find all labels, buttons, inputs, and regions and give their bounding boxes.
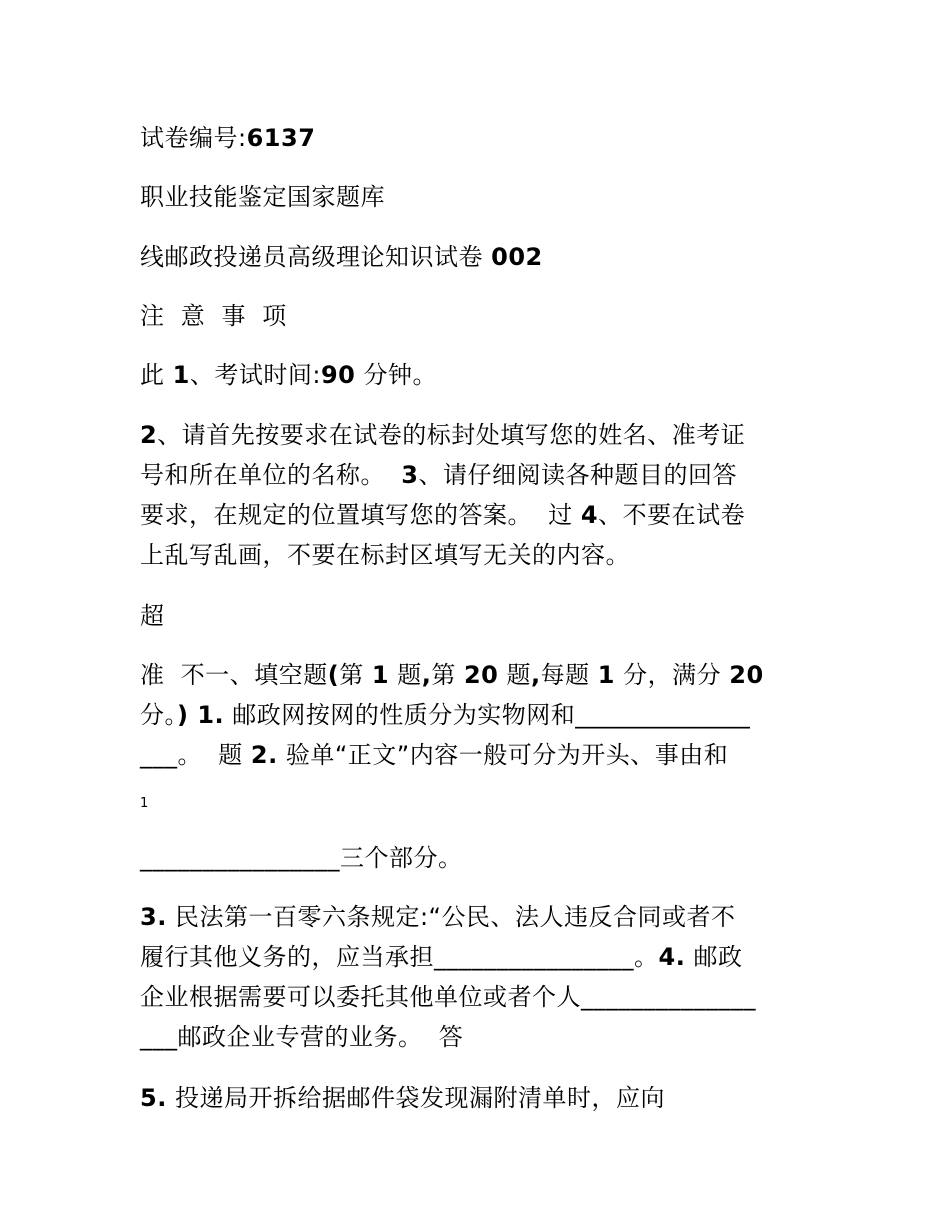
paper-title-text: 线邮政投递员高级理论知识试卷 (140, 243, 492, 271)
note-2-line-1 (140, 415, 745, 455)
section-paren-close: ) (177, 701, 189, 729)
question-3-line-2 (140, 937, 742, 977)
section-heading-line-2 (140, 695, 750, 735)
paper-title (140, 237, 543, 277)
margin-character: 超 (140, 602, 165, 630)
question-2-end: 三个部分。 (340, 844, 463, 872)
note-3-text-cont: 要求，在规定的位置填写您的答案。 过 (140, 501, 581, 529)
question-4-number: 4. (658, 943, 686, 971)
question-4-blank-cont: ___ (140, 1023, 178, 1051)
note-3-text: 、请仔细阅读各种题目的回答 (418, 461, 737, 489)
page-number: 1 (140, 796, 149, 811)
section-text-5: 每题 (540, 661, 598, 689)
note-1-number: 1 (172, 361, 190, 389)
question-2-text: 验单“正文”内容一般可分为开头、事由和 (277, 741, 729, 769)
question-1-blank: ______________ (575, 701, 751, 729)
section-text-3: 第 (431, 661, 464, 689)
question-1-text: 邮政网按网的性质分为实物网和 (224, 701, 576, 729)
note-2-line-2 (140, 455, 737, 495)
question-4-line-2 (140, 977, 756, 1017)
question-5-text: 投递局开拆给据邮件袋发现漏附清单时，应向 (166, 1084, 665, 1112)
question-2-blank: ________________ (140, 844, 340, 872)
note-2-number: 2 (140, 421, 158, 449)
question-2-continuation (140, 838, 463, 878)
section-text-4: 题 (498, 661, 532, 689)
question-3-number: 3. (140, 903, 167, 931)
question-4-blank: ______________ (581, 983, 756, 1011)
note-4-line-2: 上乱写乱画，不要在标封区填写无关的内容。 (140, 541, 630, 569)
note-3-number: 3 (401, 461, 419, 489)
note-4-number: 4 (580, 501, 599, 529)
section-points-each: 1 (597, 661, 615, 689)
notice-heading: 注 意 事 项 (140, 302, 287, 330)
note-1-minutes: 90 (320, 361, 356, 389)
exam-number-value: 6137 (246, 124, 316, 152)
question-3-line-1 (140, 897, 735, 937)
question-5-number: 5. (140, 1084, 167, 1112)
note-1 (140, 355, 437, 395)
question-4-text: 邮政 (685, 943, 743, 971)
note-2-text: 、请首先按要求在试卷的标封处填写您的姓名、准考证 (157, 421, 746, 449)
note-1-suffix: 分钟。 (355, 361, 437, 389)
question-4-end: 邮政企业专营的业务。 答 (177, 1023, 464, 1051)
note-1-text: 、考试时间: (189, 361, 321, 389)
note-2-text-cont: 号和所在单位的名称。 (140, 461, 402, 489)
question-5 (140, 1078, 665, 1118)
section-text-6: 分，满分 (615, 661, 730, 689)
question-3-text: 民法第一百零六条规定:“公民、法人违反合同或者不 (166, 903, 736, 931)
question-1-number: 1. (188, 701, 225, 729)
question-4-text-cont: 企业根据需要可以委托其他单位或者个人 (140, 983, 581, 1011)
exam-number (140, 118, 315, 158)
question-3-end: 。 (634, 943, 659, 971)
section-heading-line-1 (140, 655, 764, 695)
section-question-from: 1 (371, 661, 390, 689)
question-2-number: 2. (250, 741, 278, 769)
question-3-text-cont: 履行其他义务的，应当承担 (140, 943, 434, 971)
note-1-prefix: 此 (140, 361, 173, 389)
section-comma-2: , (531, 661, 541, 689)
section-total-points: 20 (729, 661, 764, 689)
section-text-7: 分。 (140, 701, 177, 729)
exam-number-label: 试卷编号: (140, 124, 247, 152)
question-2-line (140, 735, 728, 775)
section-text-1: 第 (339, 661, 372, 689)
section-paren-open: ( (327, 661, 340, 689)
section-comma-1: , (421, 661, 432, 689)
paper-title-number: 002 (491, 243, 543, 271)
section-text-2: 题 (389, 661, 422, 689)
question-bank-title: 职业技能鉴定国家题库 (140, 183, 385, 211)
section-question-to: 20 (463, 661, 499, 689)
note-4-text: 、不要在试卷 (598, 501, 746, 529)
question-4-line-3 (140, 1017, 463, 1057)
section-prefix: 准 不一、填空题 (140, 661, 328, 689)
question-1-blank-cont: ___ (140, 741, 178, 769)
note-3-line-2 (140, 495, 745, 535)
question-1-end: 。 题 (177, 741, 251, 769)
question-3-blank: ________________ (434, 943, 634, 971)
